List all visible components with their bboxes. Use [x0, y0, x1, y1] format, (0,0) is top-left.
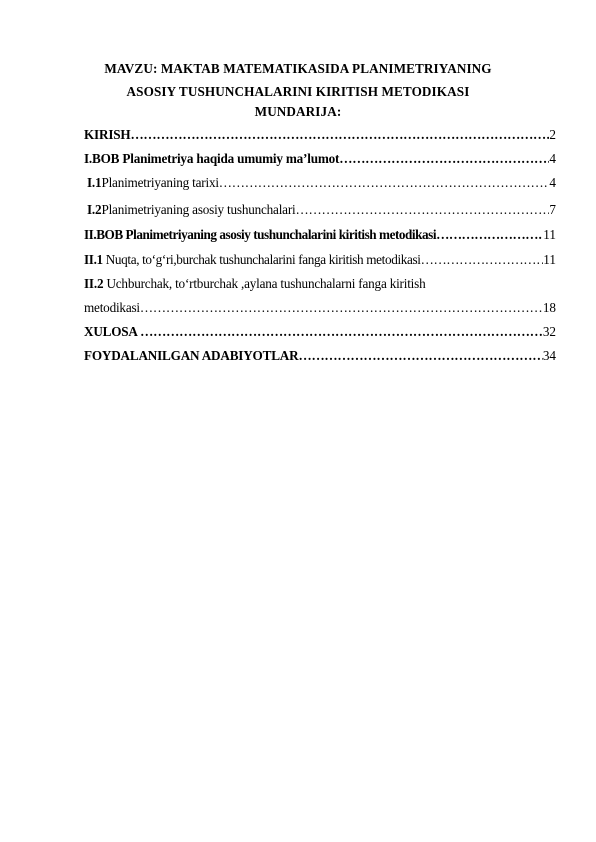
toc-page-number: 11: [543, 227, 556, 242]
toc-heading: MUNDARIJA:: [254, 104, 342, 119]
toc-page-number: 4: [549, 175, 556, 190]
toc-label: Nuqta, to‘g‘ri,burchak tushunchalarini fanga kiritish metodikasi: [102, 252, 421, 267]
toc-page-number: 18: [542, 300, 556, 315]
toc-entry-chapter-2[interactable]: [84, 226, 557, 243]
toc-label: Uchburchak, to‘rtburchak ,aylana tushunchalarni fanga kiritish: [103, 276, 426, 291]
toc-label: XULOSA: [84, 324, 141, 339]
toc-entry-xulosa[interactable]: [84, 323, 557, 340]
toc-entry-references[interactable]: [84, 347, 557, 364]
toc-entry-section-1-2[interactable]: [84, 201, 560, 218]
toc-page-number: 32: [542, 324, 556, 339]
toc-page-number: 4: [549, 151, 556, 166]
toc-label-continuation: metodikasi: [84, 300, 140, 315]
toc-label: FOYDALANILGAN ADABIYOTLAR: [84, 348, 299, 363]
toc-label: KIRISH: [84, 127, 131, 142]
title-line-1: MAVZU: MAKTAB MATEMATIKASIDA PLANIMETRIYANING: [104, 61, 492, 76]
toc-entry-chapter-1[interactable]: [84, 150, 557, 167]
toc-label: I.BOB Planimetriya haqida umumiy ma’lumot: [84, 151, 340, 166]
toc-section-number: I.1: [87, 175, 102, 190]
toc-label: II.BOB Planimetriyaning asosiy tushunchalarini kiritish metodikasi: [84, 227, 437, 242]
toc-section-number: I.2: [87, 202, 102, 217]
toc-page-number: 11: [543, 252, 556, 267]
toc-entry-section-1-1[interactable]: [84, 174, 560, 191]
toc-label: Planimetriyaning tarixi: [101, 175, 219, 190]
title-line-2: ASOSIY TUSHUNCHALARINI KIRITISH METODIKASI: [126, 84, 470, 99]
toc-page-number: 2: [549, 127, 556, 142]
toc-section-number: II.1: [84, 252, 103, 267]
toc-section-number: II.2: [84, 276, 104, 291]
toc-page-number: 34: [542, 348, 556, 363]
toc-page-number: 7: [549, 202, 556, 217]
toc-label: Planimetriyaning asosiy tushunchalari: [101, 202, 296, 217]
toc-entry-section-2-2[interactable]: [84, 275, 557, 316]
toc-entry-section-2-1[interactable]: [84, 251, 557, 268]
toc-entry-kirish[interactable]: [84, 126, 557, 143]
